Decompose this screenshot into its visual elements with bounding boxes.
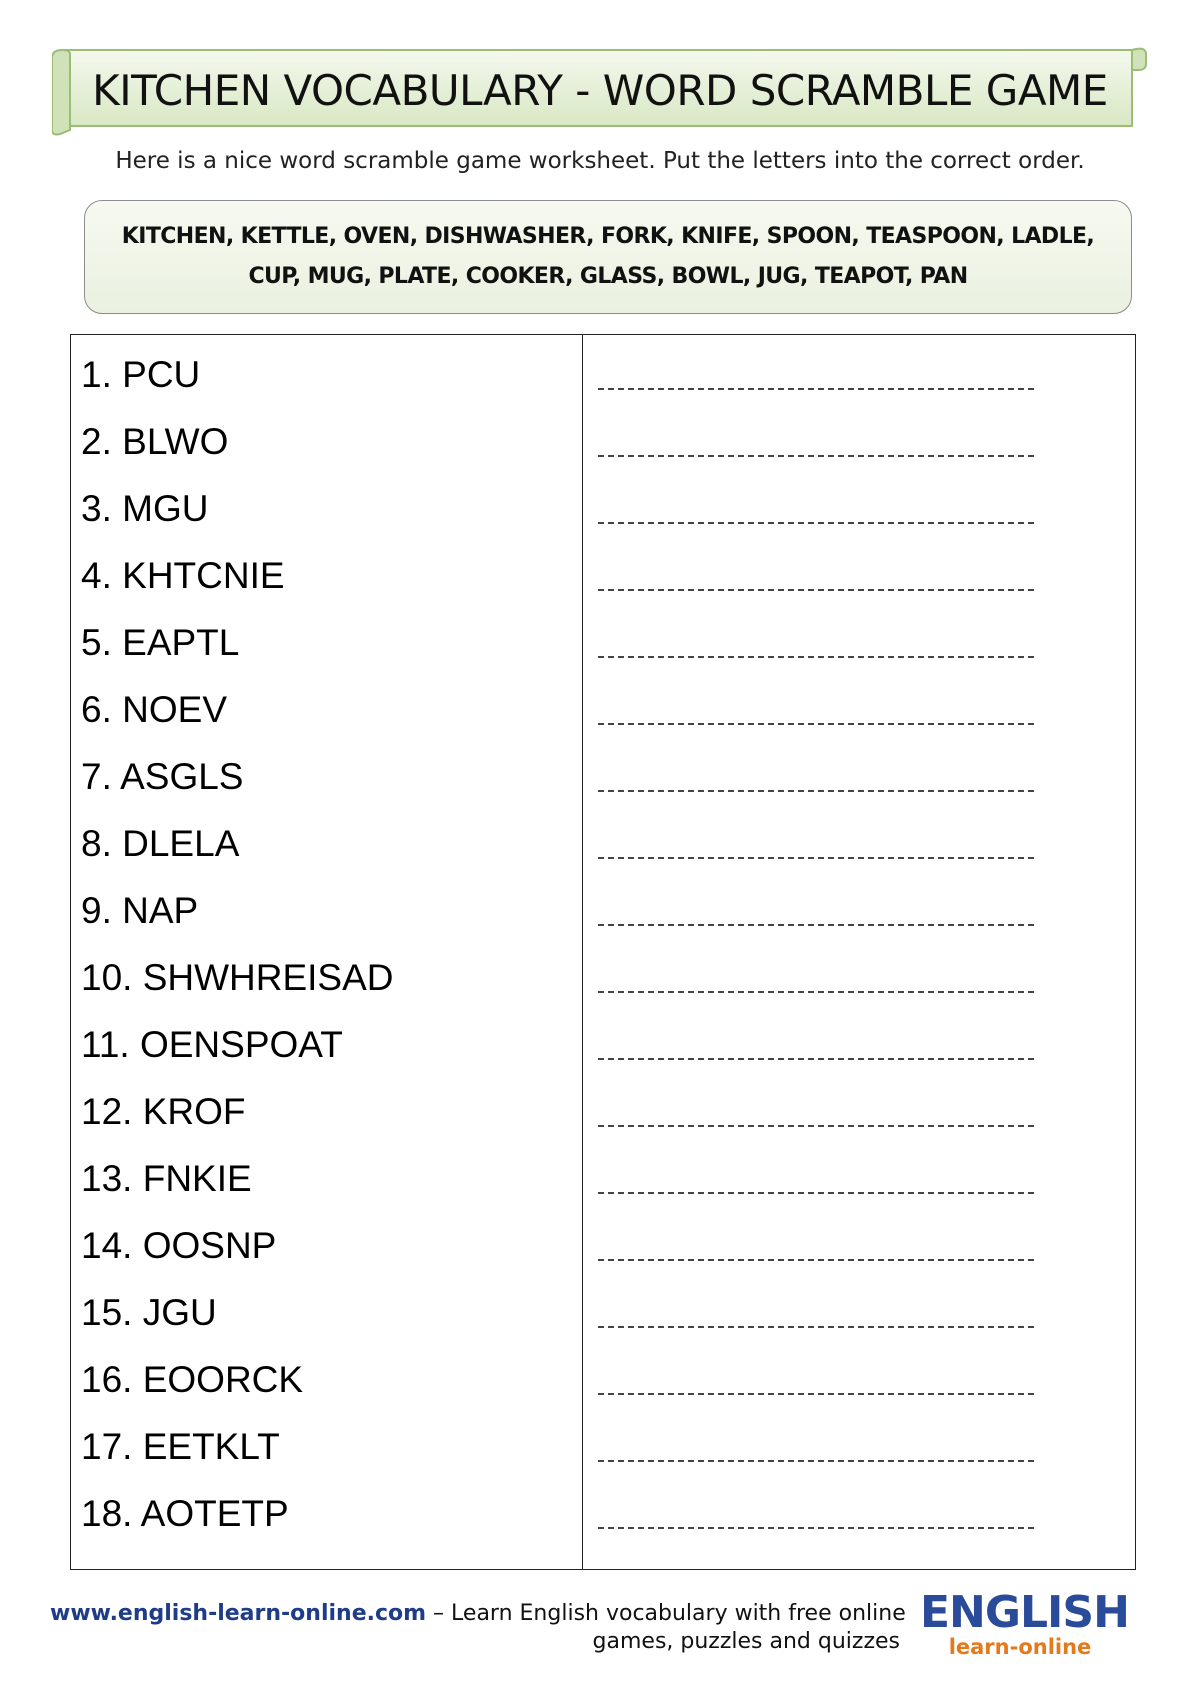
word-bank xyxy=(84,200,1132,314)
puzzle-row xyxy=(71,418,1135,485)
answer-field[interactable] xyxy=(598,388,1034,390)
puzzle-row xyxy=(71,1155,1135,1222)
scrambled-word: 14. OOSNP xyxy=(81,1225,277,1266)
page-title: KITCHEN VOCABULARY - WORD SCRAMBLE GAME xyxy=(92,66,1108,115)
footer-tagline-continued: games, puzzles and quizzes xyxy=(592,1629,900,1654)
puzzle-row xyxy=(71,887,1135,954)
word-bank-line: KITCHEN, KETTLE, OVEN, DISHWASHER, FORK, KNIFE, SPOON, TEASPOON, LADLE, xyxy=(121,224,1095,249)
scrambled-word: 5. EAPTL xyxy=(81,622,240,663)
answer-field[interactable] xyxy=(598,455,1034,457)
scrambled-word: 6. NOEV xyxy=(81,689,227,730)
puzzle-row xyxy=(71,820,1135,887)
instructions-text: Here is a nice word scramble game worksheet. Put the letters into the correct order. xyxy=(115,148,1085,174)
scrambled-word: 11. OENSPOAT xyxy=(81,1024,343,1065)
puzzle-row xyxy=(71,1356,1135,1423)
answer-field[interactable] xyxy=(598,1259,1034,1261)
puzzle-row xyxy=(71,485,1135,552)
puzzle-row xyxy=(71,753,1135,820)
scrambled-word: 16. EOORCK xyxy=(81,1359,304,1400)
answer-field[interactable] xyxy=(598,790,1034,792)
answer-field[interactable] xyxy=(598,1527,1034,1529)
puzzle-row xyxy=(71,619,1135,686)
site-link[interactable]: www.english-learn-online.com xyxy=(50,1601,427,1626)
answer-field[interactable] xyxy=(598,522,1034,524)
word-bank-line: CUP, MUG, PLATE, COOKER, GLASS, BOWL, JUG, TEAPOT, PAN xyxy=(248,264,968,289)
puzzle-row xyxy=(71,1423,1135,1490)
scrambled-word: 8. DLELA xyxy=(81,823,240,864)
scrambled-word: 7. ASGLS xyxy=(81,756,244,797)
scrambled-word: 1. PCU xyxy=(81,354,201,395)
footer-text xyxy=(50,1600,906,1656)
puzzle-row xyxy=(71,686,1135,753)
puzzle-row xyxy=(71,1490,1135,1557)
footer-line xyxy=(50,1600,906,1628)
scrambled-word: 17. EETKLT xyxy=(81,1426,280,1467)
scrambled-word: 18. AOTETP xyxy=(81,1493,289,1534)
answer-field[interactable] xyxy=(598,723,1034,725)
answer-field[interactable] xyxy=(598,991,1034,993)
puzzle-row xyxy=(71,954,1135,1021)
scrambled-word: 12. KROF xyxy=(81,1091,246,1132)
puzzle-table xyxy=(70,334,1136,1570)
logo-wordmark: ENGLISH xyxy=(920,1587,1129,1638)
footer-tagline: – Learn English vocabulary with free online xyxy=(426,1601,906,1626)
scrambled-word: 9. NAP xyxy=(81,890,199,931)
answer-field[interactable] xyxy=(598,1125,1034,1127)
answer-field[interactable] xyxy=(598,924,1034,926)
scrambled-word: 2. BLWO xyxy=(81,421,229,462)
scrambled-word: 10. SHWHREISAD xyxy=(81,957,394,998)
answer-field[interactable] xyxy=(598,1326,1034,1328)
scrambled-word: 15. JGU xyxy=(81,1292,217,1333)
scrambled-word: 3. MGU xyxy=(81,488,209,529)
scrambled-word: 13. FNKIE xyxy=(81,1158,252,1199)
answer-field[interactable] xyxy=(598,857,1034,859)
puzzle-row xyxy=(71,1021,1135,1088)
title-banner xyxy=(52,44,1148,136)
puzzle-row xyxy=(71,552,1135,619)
scrambled-word: 4. KHTCNIE xyxy=(81,555,285,596)
answer-field[interactable] xyxy=(598,1058,1034,1060)
puzzle-row xyxy=(71,1289,1135,1356)
puzzle-row xyxy=(71,351,1135,418)
answer-field[interactable] xyxy=(598,1393,1034,1395)
answer-field[interactable] xyxy=(598,1460,1034,1462)
answer-field[interactable] xyxy=(598,589,1034,591)
answer-field[interactable] xyxy=(598,1192,1034,1194)
answer-field[interactable] xyxy=(598,656,1034,658)
puzzle-row xyxy=(71,1088,1135,1155)
site-logo xyxy=(920,1587,1129,1664)
puzzle-row xyxy=(71,1222,1135,1289)
logo-subtitle: learn-online xyxy=(948,1635,1092,1659)
